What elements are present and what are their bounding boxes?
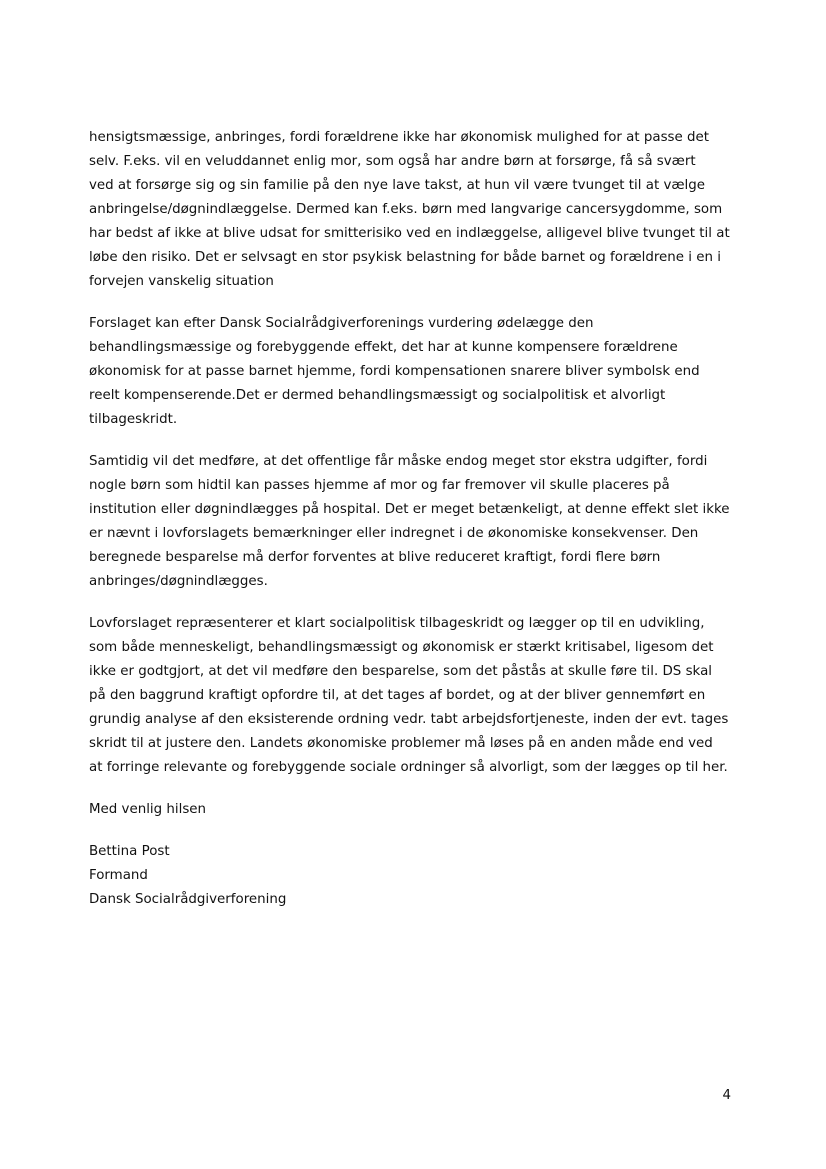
signer-title: Formand bbox=[89, 868, 148, 883]
text-line: at forringe relevante og forebyggende sociale ordninger så alvorligt, som der lægges op til her. bbox=[89, 760, 728, 775]
text-line: er nævnt i lovforslagets bemærkninger eller indregnet i de økonomiske konsekvenser. Den bbox=[89, 526, 699, 541]
text-line: på den baggrund kraftigt opfordre til, at det tages af bordet, og at der bliver gennemført en bbox=[89, 688, 706, 703]
paragraph-4 bbox=[89, 612, 749, 780]
text-line: forvejen vanskelig situation bbox=[89, 274, 274, 289]
paragraph-2 bbox=[89, 312, 749, 432]
text-line: anbringes/døgnindlægges. bbox=[89, 574, 268, 589]
signature-block bbox=[89, 840, 749, 912]
letter-body bbox=[89, 126, 749, 912]
text-line: har bedst af ikke at blive udsat for smitterisiko ved en indlæggelse, alligevel blive tvunget til at bbox=[89, 226, 730, 241]
text-line: ikke er godtgjort, at det vil medføre den besparelse, som det påstås at skulle føre til. DS skal bbox=[89, 664, 712, 679]
text-line: behandlingsmæssige og forebyggende effekt, det har at kunne kompensere forældrene bbox=[89, 340, 678, 355]
text-line: anbringelse/døgnindlæggelse. Dermed kan f.eks. børn med langvarige cancersygdomme, som bbox=[89, 202, 723, 217]
text-line: reelt kompenserende.Det er dermed behandlingsmæssigt og socialpolitisk et alvorligt bbox=[89, 388, 666, 403]
paragraph-3 bbox=[89, 450, 749, 594]
text-line: løbe den risiko. Det er selvsagt en stor psykisk belastning for både barnet og forældrene i en i bbox=[89, 250, 721, 265]
closing-salutation: Med venlig hilsen bbox=[89, 802, 207, 817]
text-line: beregnede besparelse må derfor forventes at blive reduceret kraftigt, fordi flere børn bbox=[89, 550, 661, 565]
signer-name: Bettina Post bbox=[89, 844, 170, 859]
text-line: skridt til at justere den. Landets økonomiske problemer må løses på en anden måde end ved bbox=[89, 736, 713, 751]
text-line: nogle børn som hidtil kan passes hjemme af mor og far fremover vil skulle placeres på bbox=[89, 478, 670, 493]
text-line: Forslaget kan efter Dansk Socialrådgiverforenings vurdering ødelægge den bbox=[89, 316, 594, 331]
paragraph-1 bbox=[89, 126, 749, 294]
text-line: Lovforslaget repræsenterer et klart socialpolitisk tilbageskridt og lægger op til en udvikling, bbox=[89, 616, 705, 631]
text-line: Samtidig vil det medføre, at det offentlige får måske endog meget stor ekstra udgifter, fordi bbox=[89, 454, 708, 469]
text-line: tilbageskridt. bbox=[89, 412, 178, 427]
page-number: 4 bbox=[722, 1088, 731, 1103]
text-line: institution eller døgnindlægges på hospital. Det er meget betænkeligt, at denne effekt slet ikke bbox=[89, 502, 730, 517]
text-line: økonomisk for at passe barnet hjemme, fordi kompensationen snarere bliver symbolsk end bbox=[89, 364, 700, 379]
text-line: som både menneskeligt, behandlingsmæssigt og økonomisk er stærkt kritisabel, ligesom det bbox=[89, 640, 714, 655]
text-line: ved at forsørge sig og sin familie på den nye lave takst, at hun vil være tvunget til at vælge bbox=[89, 178, 706, 193]
closing bbox=[89, 798, 749, 822]
text-line: grundig analyse af den eksisterende ordning vedr. tabt arbejdsfortjeneste, inden der evt. tages bbox=[89, 712, 729, 727]
text-line: selv. F.eks. vil en veluddannet enlig mor, som også har andre børn at forsørge, få så svært bbox=[89, 154, 696, 169]
signer-organization: Dansk Socialrådgiverforening bbox=[89, 892, 287, 907]
text-line: hensigtsmæssige, anbringes, fordi forældrene ikke har økonomisk mulighed for at passe det bbox=[89, 130, 710, 145]
